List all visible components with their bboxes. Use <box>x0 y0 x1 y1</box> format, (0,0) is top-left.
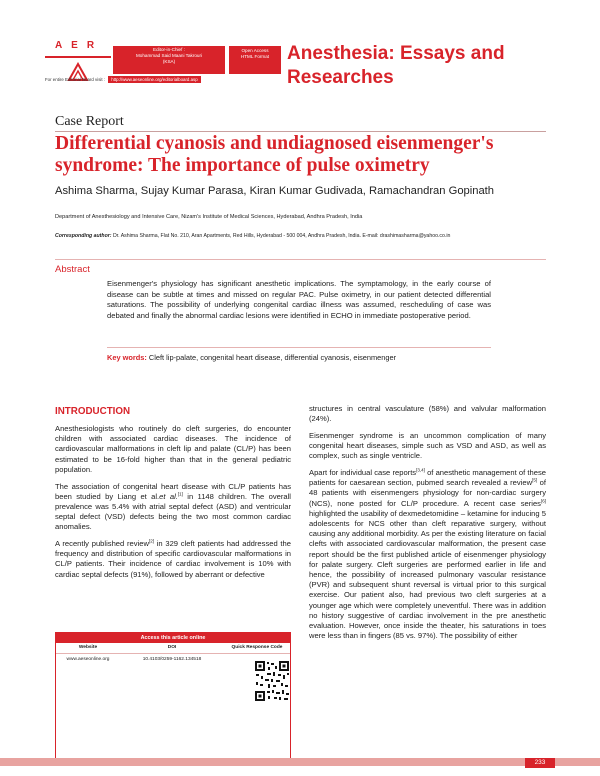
citation[interactable]: [3,4] <box>416 467 425 473</box>
citation[interactable]: [5] <box>532 477 538 483</box>
paragraph: Eisenmenger syndrome is an uncommon complication of many congenital heart diseases, simple such as VSD and ASD, as well as complex, such as single ventricle. <box>309 430 546 461</box>
body-column-left <box>55 424 291 586</box>
citation[interactable]: [1] <box>177 491 183 497</box>
citation[interactable]: [2] <box>148 538 154 544</box>
access-column-headers <box>56 643 290 654</box>
doi-column-header: DOI <box>167 645 177 650</box>
open-access-line-1: Open Access <box>241 48 269 53</box>
corresponding-author-text: Dr. Ashima Sharma, Flat No. 210, Aran Apartments, Red Hills, Hyderabad - 500 004, Andhra Pradesh, India. E-mail: drashimasharma@yahoo.co.in <box>112 233 451 239</box>
editorial-board-link[interactable]: http://www.aeseonline.org/editorialboard.asp <box>108 76 200 83</box>
website-column-header: Website <box>78 645 98 650</box>
corresponding-author <box>55 233 450 239</box>
qr-column-header: Quick Response Code <box>231 645 283 650</box>
open-access-box <box>229 46 281 74</box>
abstract-divider <box>55 259 546 260</box>
corresponding-author-label: Corresponding author: <box>55 233 112 239</box>
paragraph: A recently published review[2] in 329 cleft patients had addressed the frequency and distribution of specific cardiovascular malformations in CL/P patients. Their incidence of cardiac involvement is 10% with cardiac septal defects (91%), followed by aberrant or defective <box>55 538 291 579</box>
citation[interactable]: [6] <box>540 498 546 504</box>
logo-letters: AER <box>54 40 104 51</box>
abstract-text: Eisenmenger's physiology has significant anesthetic implications. The symptamology, in the early course of disease can be subtle at times and missed on regular PAC. Pulse oximetry, in our patient detected differential saturations. The possibility of underlying congenital cardiac illness was assumed, rescheduling of case was debated and finally the abnormal cardiac lesions were identified in ECHO in immediate postoperative period. <box>107 279 491 321</box>
keywords-label: Key words: <box>107 353 147 362</box>
website-value[interactable]: www.aeseonline.org <box>66 657 110 662</box>
abstract-heading: Abstract <box>55 264 90 275</box>
editor-in-chief-box <box>113 46 225 74</box>
logo-bar <box>45 56 111 58</box>
keywords <box>107 353 507 362</box>
footer-bar <box>0 758 600 766</box>
editor-line-1: Editor-in-Chief : <box>153 47 185 52</box>
article-section-label: Case Report <box>55 114 124 129</box>
open-access-line-2: HTML Format <box>240 54 270 59</box>
paragraph: Anesthesiologists who routinely do cleft surgeries, do encounter children with associated cardiac diseases. The incidence of cardiovascular malformations in cleft lip and palate (CL/P) has been estimated to be 16-fold higher than that in the general pediatric population. <box>55 424 291 474</box>
paragraph: Apart for individual case reports[3,4] of anesthetic management of these patients for caesarean section, pubmed search revealed a review[5] of 48 patients with eisenmengers physiology for non-cardiac surgery (NCS), none posted for CL/P procedure. A recent case series[6] highlighted the usability of dexmedetomidine – ketamine for inducing 5 adolescents for NCS other than cleft reparative surgery, without causing any additional morbidity. As per the existing literature on facial clefts with associated cardiovascular malformation, the present case report should be the first published article of eisenmenger physiology for palate surgery. Cleft surgeries are performed earlier in life and hence, the possibility of increased pulmonary vascular resistance (PVR) and subsequent shunt reversal is virtual prior to this surgical exercise. Our patient also, had previous two cleft surgeries at a younger age which were completely uneventful. There was in addition no history suggestive of cardiac involvement in the pre anesthetic evaluation. However, once inside the theater, his saturations in toes were less than in fingers (85 vs. 97%). The possibility of either <box>309 467 547 641</box>
keywords-text: Cleft lip-palate, congenital heart disease, differential cyanosis, eisenmenger <box>148 353 397 362</box>
access-article-box <box>55 632 291 762</box>
header-divider <box>55 131 546 132</box>
page-number: 233 <box>525 758 555 768</box>
access-heading: Access this article online <box>56 633 290 643</box>
paragraph: structures in central vasculature (58%) and valvular malformation (24%). <box>309 404 546 424</box>
doi-value[interactable]: 10.4103/0259-1162.134518 <box>142 657 202 662</box>
qr-code-icon[interactable] <box>254 659 290 703</box>
author-list: Ashima Sharma, Sujay Kumar Parasa, Kiran Kumar Gudivada, Ramachandran Gopinath <box>55 185 495 197</box>
editor-line-3: (KSA) <box>162 59 176 64</box>
editor-line-2: Mohammad Said Maani Takrouri <box>135 53 203 58</box>
journal-title: Anesthesia: Essays and Researches <box>287 43 505 88</box>
article-title: Differential cyanosis and undiagnosed eisenmenger's syndrome: The importance of pulse oximetry <box>55 133 494 176</box>
affiliation: Department of Anesthesiology and Intensive Care, Nizam's Institute of Medical Sciences, Hyderabad, Andhra Pradesh, India <box>55 214 363 220</box>
editorial-board-note <box>45 76 201 83</box>
introduction-heading: INTRODUCTION <box>55 406 131 417</box>
paragraph: The association of congenital heart disease with CL/P patients has been studied by Liang et al.et al.[1] in 1148 children. The overall prevalence was 5.4% with atrial septal defect (ASD) and ventricular septal defect (VSD) defects being the two most common cardiac anomalies. <box>55 481 291 532</box>
body-column-right <box>309 404 546 648</box>
keywords-divider <box>107 347 491 348</box>
editorial-board-label: For entire Editorial Board visit : <box>45 77 106 82</box>
